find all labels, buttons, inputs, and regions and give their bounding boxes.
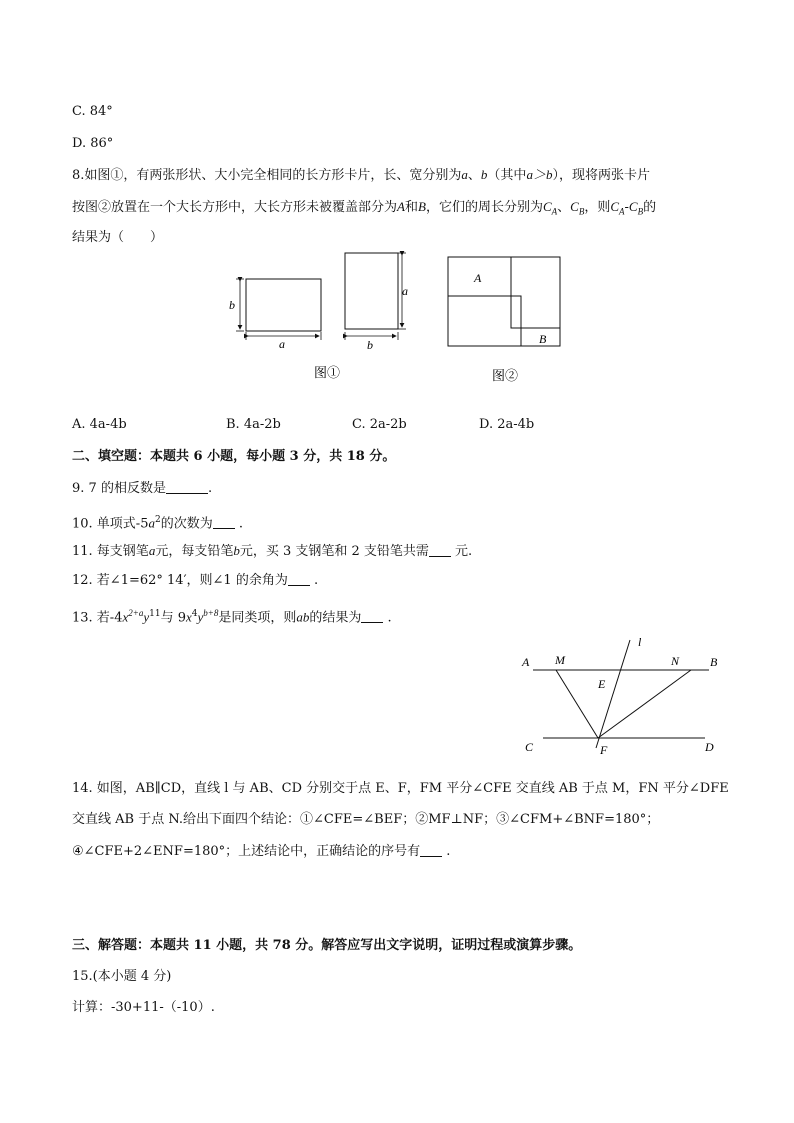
- fig2-label-B: B: [539, 332, 547, 346]
- q15-text: 计算：-30+11-（-10）.: [72, 1000, 215, 1015]
- q8-option-a: A. 4a-4b: [72, 417, 127, 432]
- fig1-card-vertical: [345, 253, 398, 329]
- fig2-caption: 图②: [492, 368, 519, 383]
- section-3-heading: 三、解答题：本题共 11 小题，共 78 分。解答应写出文字说明，证明过程或演算步骤。: [72, 938, 582, 953]
- q12: 12. 若∠1=62° 14′，则∠1 的余角为 .: [72, 573, 319, 588]
- point-F: F: [600, 743, 608, 757]
- line-l: [596, 640, 630, 748]
- point-D: D: [705, 740, 714, 754]
- q8-figures: [0, 245, 794, 390]
- q13-blank: [361, 610, 383, 623]
- point-A: A: [522, 655, 530, 669]
- section-2-heading: 二、填空题：本题共 6 小题，每小题 3 分，共 18 分。: [72, 449, 396, 464]
- q7-option-d: D. 86°: [72, 136, 114, 151]
- fig2-card-vertical: [511, 257, 560, 328]
- fig2-card-horizontal: [448, 296, 521, 346]
- q8-line-3: 结果为（ ）: [72, 230, 164, 245]
- q14-figure: [500, 628, 740, 758]
- point-C: C: [525, 740, 534, 754]
- fig2-label-A: A: [474, 271, 482, 285]
- segment-FM: [556, 670, 598, 738]
- q14-blank: [420, 844, 442, 857]
- line-label-l: l: [638, 635, 642, 649]
- q8-option-b: B. 4a-2b: [226, 417, 281, 432]
- fig1-label-a2: a: [402, 284, 408, 298]
- q14-line-2: 交直线 AB 于点 N.给出下面四个结论：①∠CFE=∠BEF；②MF⊥NF；③∠CFM+∠BNF=180°；: [72, 812, 660, 827]
- fig1-caption: 图①: [314, 365, 341, 380]
- q7-option-c: C. 84°: [72, 104, 113, 119]
- fig1-label-b: b: [229, 298, 235, 312]
- q14-line-3: ④∠CFE+2∠ENF=180°；上述结论中，正确结论的序号有 .: [72, 844, 451, 859]
- fig1-card-horizontal: [246, 279, 321, 331]
- q12-blank: [288, 573, 310, 586]
- q10-blank: [213, 516, 235, 529]
- q8-option-d: D. 2a-4b: [479, 417, 535, 432]
- q11-blank: [429, 544, 451, 557]
- q9-blank: [166, 481, 208, 494]
- fig1-label-b2: b: [367, 338, 373, 352]
- segment-FN: [598, 670, 691, 738]
- point-B: B: [710, 655, 718, 669]
- point-N: N: [671, 654, 680, 668]
- q10: 10. 单项式$-5a^2$的次数为 .: [72, 515, 244, 532]
- q14-line-1: 14. 如图，AB∥CD，直线 l 与 AB、CD 分别交于点 E、F，FM 平分∠CFE 交直线 AB 于点 M，FN 平分∠DFE: [72, 781, 729, 796]
- q11: 11. 每支钢笔a元，每支铅笔b元，买 3 支钢笔和 2 支铅笔共需 元.: [72, 543, 473, 559]
- point-E: E: [598, 677, 606, 691]
- fig1-label-a: a: [279, 337, 285, 351]
- q13: 13. 若$-4x^{2+a}y^{11}$与 $9x^4y^{b+8}$是同类项，则ab的结果为 .: [72, 608, 392, 626]
- q9: 9. 7 的相反数是 .: [72, 481, 213, 496]
- q15-title: 15.(本小题 4 分): [72, 969, 172, 984]
- q8-line-2: 按图②放置在一个大长方形中，大长方形未被覆盖部分为A和B，它们的周长分别为$C_A$、$C_B$，则$C_A-C_B$的: [72, 199, 657, 217]
- q8-line-1: 8.如图①，有两张形状、大小完全相同的长方形卡片，长、宽分别为a、b（其中a＞b），现将两张卡片: [72, 167, 650, 183]
- point-M: M: [555, 653, 565, 667]
- q8-option-c: C. 2a-2b: [352, 417, 407, 432]
